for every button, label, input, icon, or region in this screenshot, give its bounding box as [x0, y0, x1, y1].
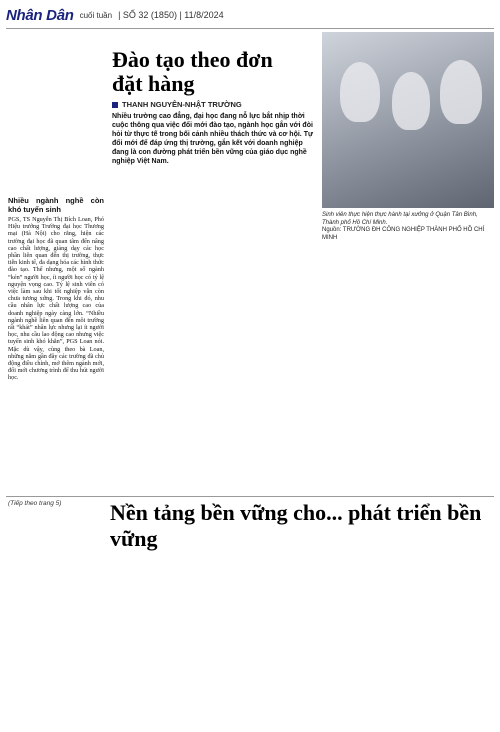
article-photo [322, 32, 494, 208]
photo-figure [440, 60, 482, 124]
article-lede: Nhiều trường cao đẳng, đại học đang nỗ lực bắt nhịp thời cuộc thông qua việc đổi mới đào tạo, ngành học gắn với đòi hỏi từ thực tế trong bối cảnh nhiều thách thức và cơ hội. Tự đổi mới để đáp ứng thị trường, gắn kết với doanh nghiệp đang là con đường phát triển bền vững của giáo dục nghề nghiệp Việt Nam. [112, 113, 314, 165]
logo: Nhân Dân [6, 6, 74, 24]
header-rule [6, 28, 494, 29]
masthead [6, 4, 494, 26]
article2-title: Nền tảng bền vững cho... phát triển bền vững [110, 500, 482, 551]
photo-figure [392, 72, 430, 130]
logo-sub: cuối tuần [79, 10, 113, 20]
body-paragraph: PGS, TS Nguyễn Thị Bích Loan, Phó Hiệu trưởng Trường đại học Thương mại (Hà Nội) cho rằng, hiện các trường đại học đã quan tâm đến nâng cao chất lượng, giảng dạy các học phần liên quan đến thị trường, thực tiễn kinh tế, đa dạng hóa các hình thức đào tạo. Thế nhưng, một số ngành “kén” người học, ít người học có tỷ lệ nguyện vọng cao. Tỷ lệ sinh viên có việc làm sau khi tốt nghiệp vẫn còn chưa tương xứng. Trong khi đó, nhu cầu nhân lực chất lượng cao của doanh nghiệp ngày càng lớn. “Nhiều ngành nghề liên quan đến môi trường rất “khát” nhân lực nhưng lại ít người học, nhu cầu lao động cao nhưng việc tuyển sinh khó khăn”, PGS Loan nói. Mặc dù vậy, cùng theo bà Loan, những năm gần đây các trường đã chủ động điều chỉnh, mở thêm ngành mới, đổi mới chương trình để thu hút người học. [8, 216, 104, 382]
issue-info: | SỐ 32 (1850) | 11/8/2024 [118, 10, 224, 20]
section-rule [6, 496, 494, 497]
byline-square-icon [112, 102, 118, 108]
caption-source: Nguồn: TRƯỜNG ĐH CÔNG NGHIỆP THÀNH PHỐ HỒ CHÍ MINH [322, 227, 485, 241]
byline [112, 100, 312, 109]
body-column-1 [8, 194, 104, 492]
continued-note: (Tiếp theo trang 5) [8, 500, 62, 507]
article-title: Đào tạo theo đơn đặt hàng [112, 47, 273, 96]
section-subhead: Nhiều ngành nghề còn khó tuyển sinh [8, 196, 104, 214]
photo-caption [322, 212, 494, 242]
caption-text: Sinh viên thực hiện thực hành tại xưởng ở Quận Tân Bình, Thành phố Hồ Chí Minh. [322, 212, 478, 226]
photo-figure [340, 62, 380, 122]
byline-authors: THANH NGUYÊN-NHẬT TRƯỜNG [122, 100, 242, 109]
